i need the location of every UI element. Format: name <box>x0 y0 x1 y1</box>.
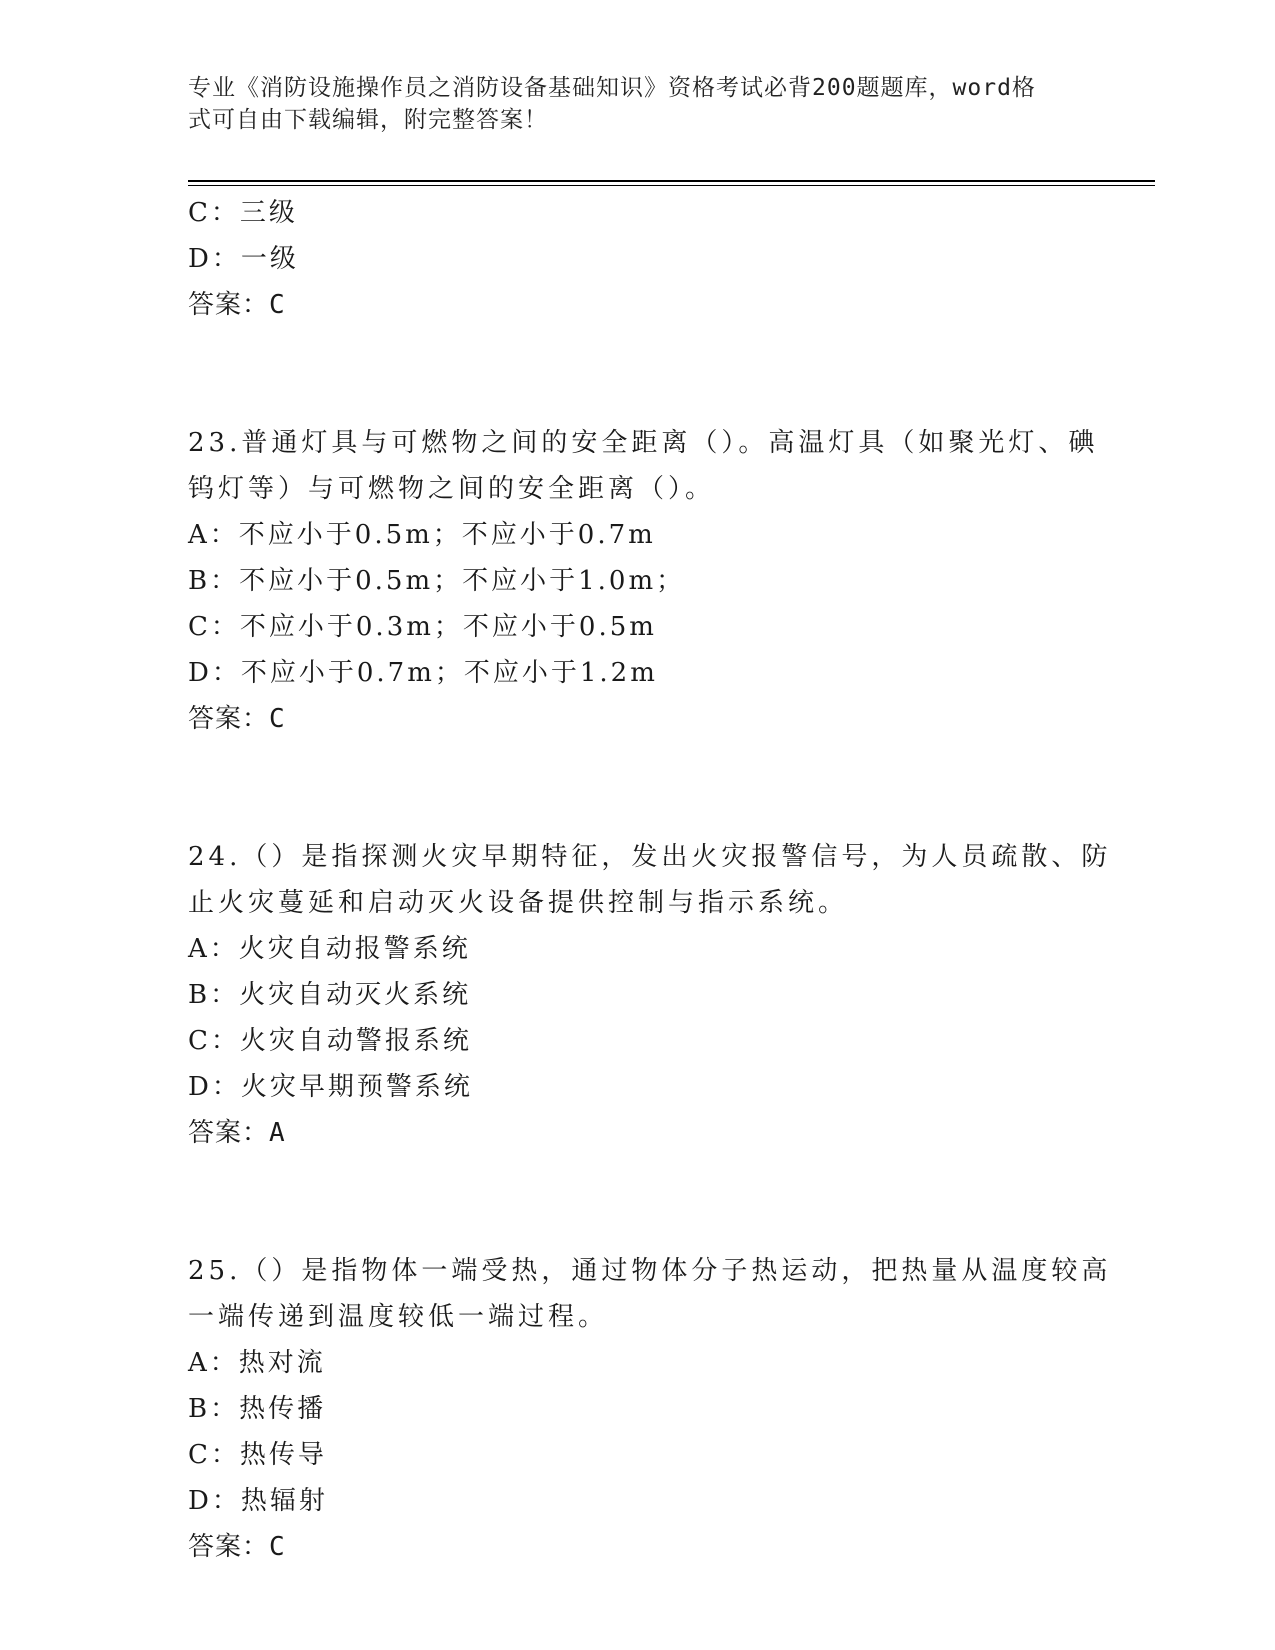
option-a: A：不应小于0.5m；不应小于0.7m <box>188 520 656 550</box>
option-a: A：热对流 <box>188 1348 326 1378</box>
question-23 <box>188 420 1099 742</box>
header-rule-thin <box>188 185 1155 186</box>
question-24 <box>188 834 1112 1156</box>
option-d: D：一级 <box>188 244 299 274</box>
option-c: C：热传导 <box>188 1440 327 1470</box>
answer-line: 答案：C <box>188 290 286 320</box>
option-a: A：火灾自动报警系统 <box>188 934 471 964</box>
question-text-line: 25.（）是指物体一端受热，通过物体分子热运动，把热量从温度较高 <box>188 1256 1112 1286</box>
header-rule <box>188 180 1155 182</box>
option-d: D：不应小于0.7m；不应小于1.2m <box>188 658 658 688</box>
option-b: B：火灾自动灭火系统 <box>188 980 472 1010</box>
header-line-1: 专业《消防设施操作员之消防设备基础知识》资格考试必背200题题库，word格 <box>188 75 1036 101</box>
option-c: C：火灾自动警报系统 <box>188 1026 472 1056</box>
question-text-line: 止火灾蔓延和启动灭火设备提供控制与指示系统。 <box>188 888 849 918</box>
option-b: B：热传播 <box>188 1394 327 1424</box>
document-body <box>188 190 1112 1570</box>
option-b: B：不应小于0.5m；不应小于1.0m； <box>188 566 686 596</box>
option-d: D：火灾早期预警系统 <box>188 1072 473 1102</box>
question-text-line: 24.（）是指探测火灾早期特征，发出火灾报警信号，为人员疏散、防 <box>188 842 1112 872</box>
question-25 <box>188 1248 1112 1570</box>
answer-line: 答案：A <box>188 1118 286 1148</box>
question-text-line: 一端传递到温度较低一端过程。 <box>188 1302 609 1332</box>
answer-line: 答案：C <box>188 704 286 734</box>
question-text-line: 23.普通灯具与可燃物之间的安全距离（）。高温灯具（如聚光灯、碘 <box>188 428 1099 458</box>
question-text-line: 钨灯等）与可燃物之间的安全距离（）。 <box>188 474 716 504</box>
header-line-2: 式可自由下载编辑，附完整答案！ <box>188 107 548 133</box>
page-header <box>188 72 1088 136</box>
continued-question <box>188 190 1088 328</box>
option-c: C：不应小于0.3m；不应小于0.5m <box>188 612 657 642</box>
option-d: D：热辐射 <box>188 1486 328 1516</box>
answer-line: 答案：C <box>188 1532 286 1562</box>
option-c: C：三级 <box>188 198 298 228</box>
